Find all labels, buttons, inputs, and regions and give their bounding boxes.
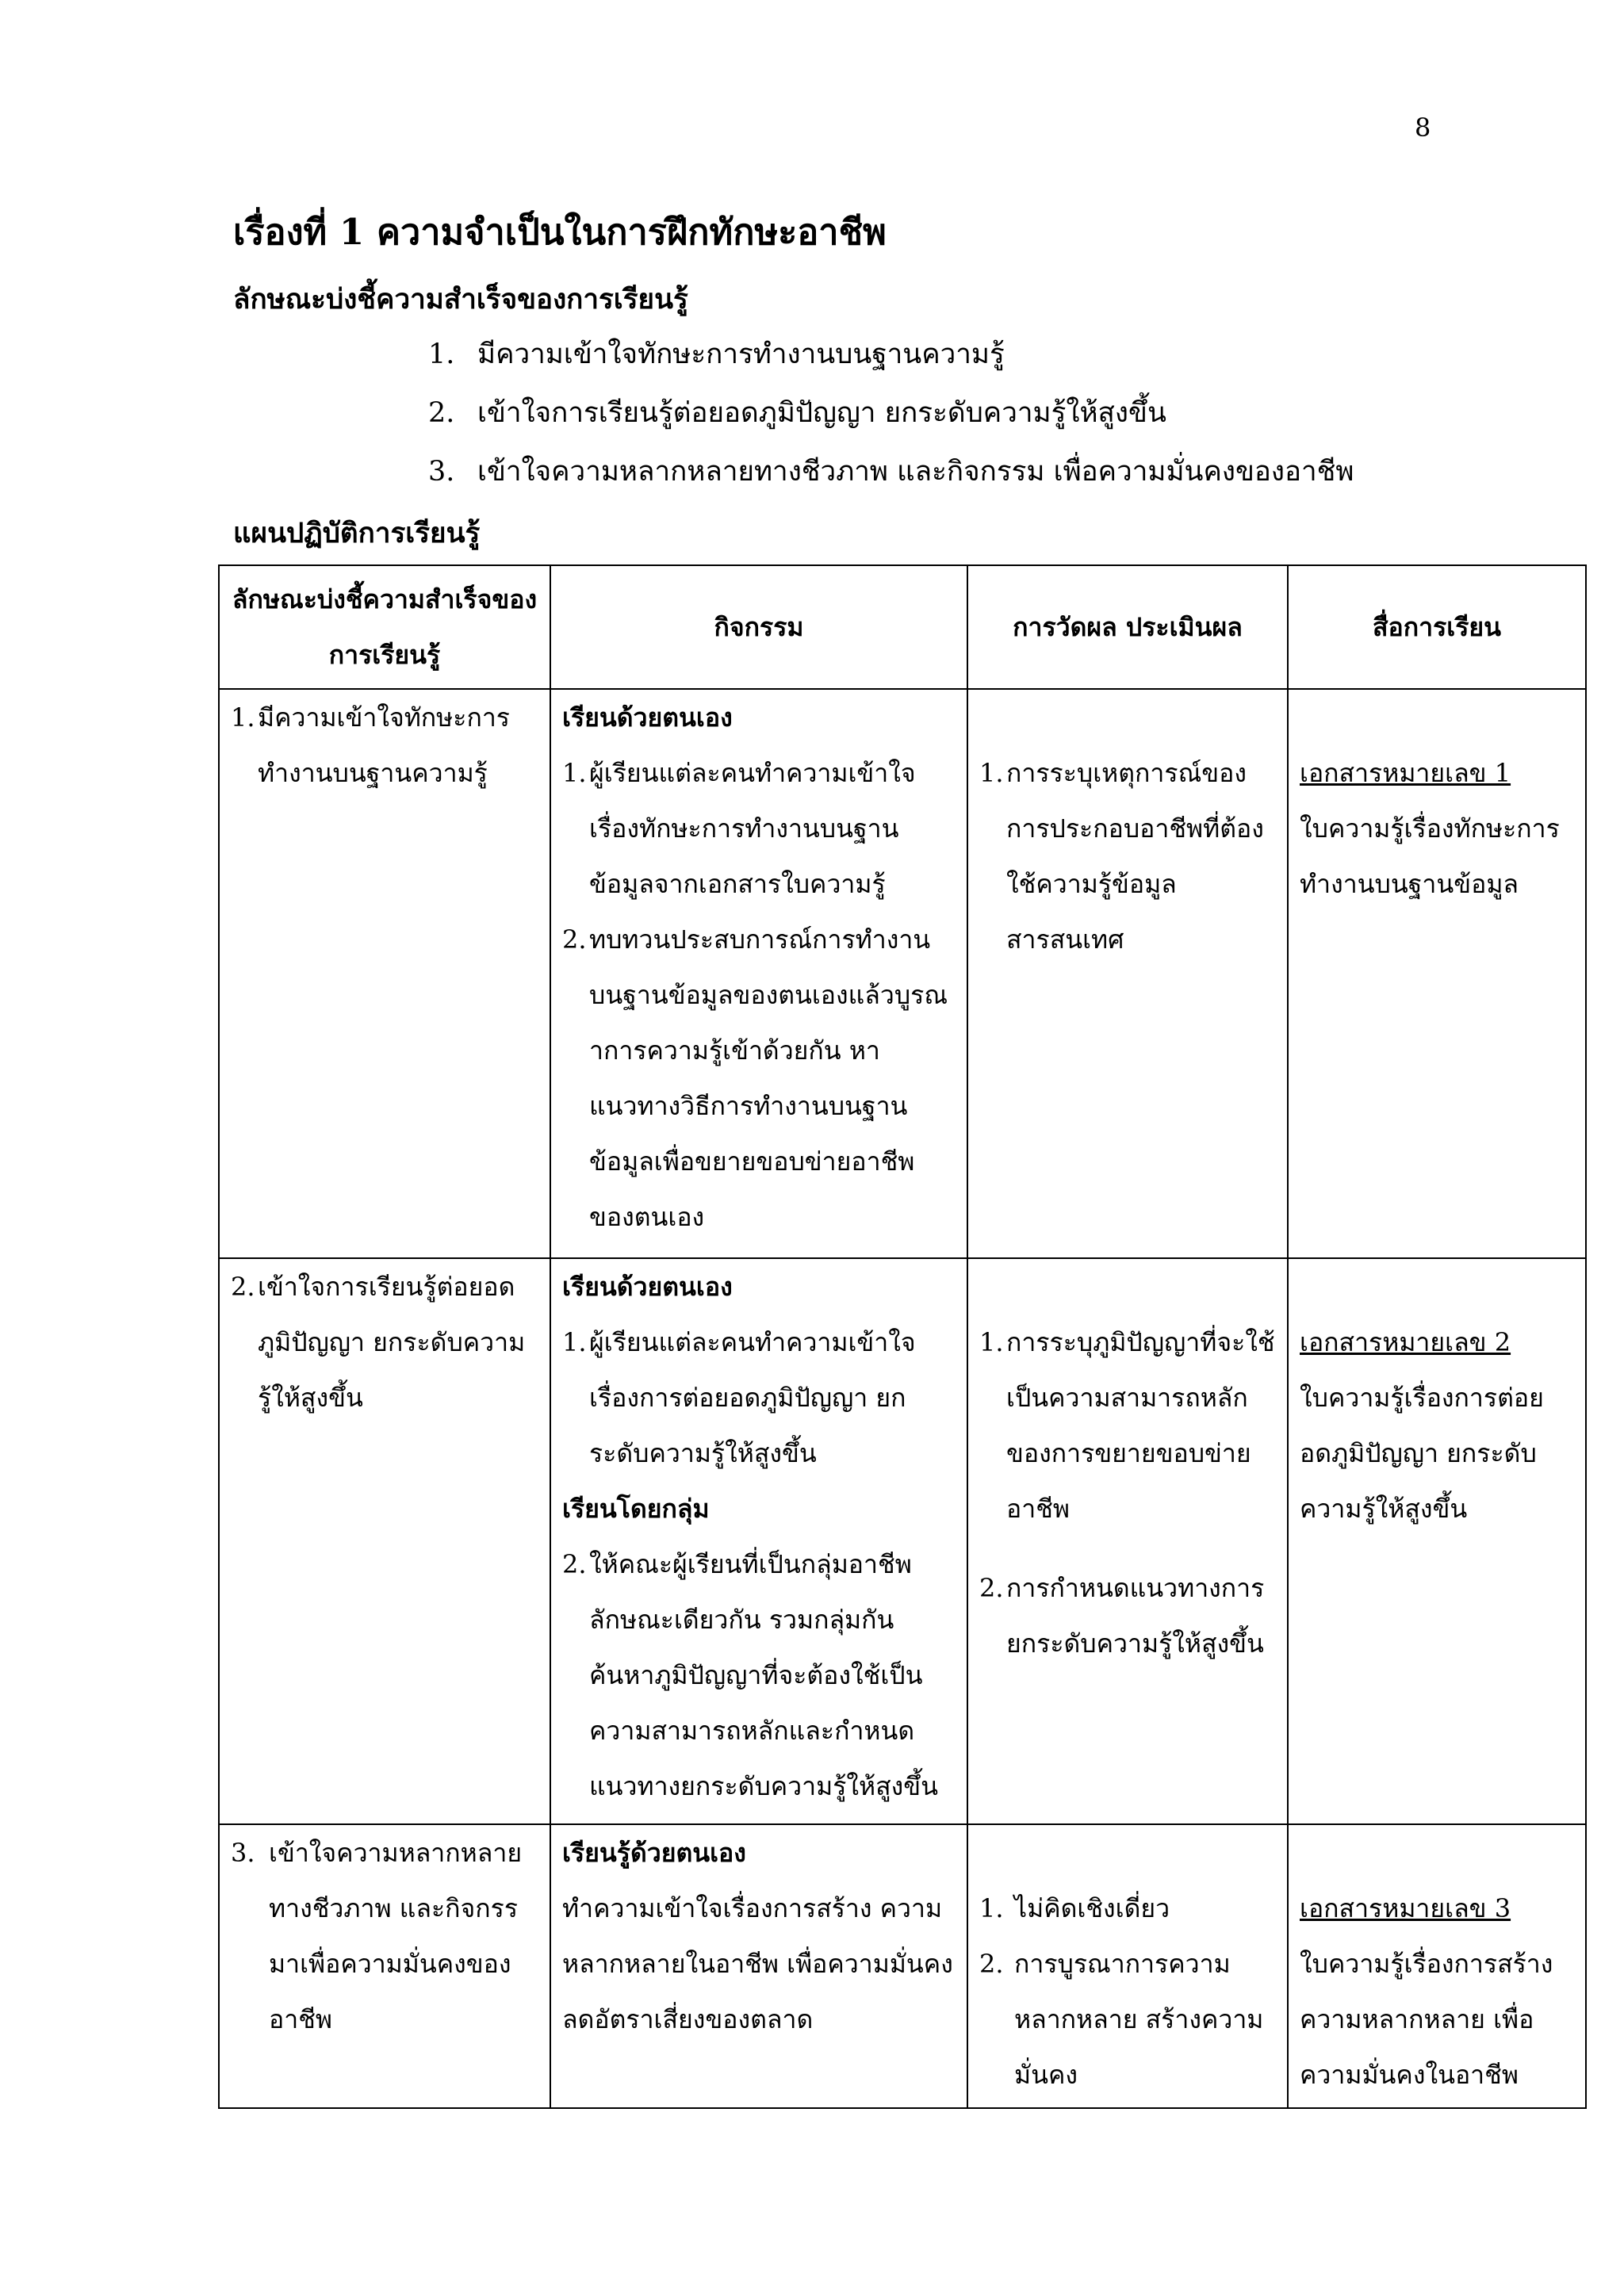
activity-text: ผู้เรียนแต่ละคนทำความเข้าใจเรื่องทักษะการทำงานบนฐานข้อมูลจากเอกสารใบความรู้: [589, 758, 916, 899]
media-cell: [1288, 1258, 1586, 1824]
objective-number: 3.: [428, 456, 455, 488]
activity-number: 1.: [562, 758, 587, 788]
table-row: [219, 689, 1586, 1258]
table-row: [219, 1824, 1586, 2108]
indicator-number: 3.: [231, 1838, 255, 1868]
activities-cell: [550, 689, 967, 1258]
media-description: ใบความรู้เรื่องการต่อยอดภูมิปัญญา ยกระดับความรู้ให้สูงขึ้น: [1300, 1383, 1544, 1524]
learning-plan-table: [218, 564, 1587, 2109]
plan-heading: แผนปฏิบัติการเรียนรู้: [233, 517, 481, 549]
evaluation-text: การกำหนดแนวทางการยกระดับความรู้ให้สูงขึ้น: [1006, 1573, 1265, 1659]
evaluation-number: 1.: [979, 758, 1004, 788]
objective-item: [428, 392, 1354, 450]
indicator-text: มีความเข้าใจทักษะการทำงานบนฐานความรู้: [258, 702, 510, 788]
objective-item: [428, 450, 1354, 509]
table-row: [219, 1258, 1586, 1824]
activity-number: 2.: [562, 1549, 587, 1579]
evaluation-number: 1.: [979, 1893, 1004, 1923]
objective-number: 2.: [428, 397, 455, 429]
activity-text: ผู้เรียนแต่ละคนทำความเข้าใจเรื่องการต่อยอดภูมิปัญญา ยกระดับความรู้ให้สูงขึ้น: [589, 1327, 916, 1468]
evaluation-cell: [967, 1824, 1288, 2108]
indicator-cell: [219, 1258, 550, 1824]
indicator-number: 1.: [231, 702, 255, 733]
indicator-number: 2.: [231, 1272, 255, 1302]
indicator-text: เข้าใจการเรียนรู้ต่อยอดภูมิปัญญา ยกระดับความรู้ให้สูงขึ้น: [258, 1272, 526, 1413]
activity-text: ให้คณะผู้เรียนที่เป็นกลุ่มอาชีพลักษณะเดียวกัน รวมกลุ่มกันค้นหาภูมิปัญญาที่จะต้องใช้เป็นความสามารถหลักและกำหนดแนวทางยกระดับความรู้ให้สูงขึ้น: [589, 1549, 938, 1801]
evaluation-number: 2.: [979, 1573, 1004, 1603]
activity-heading: เรียนโดยกลุ่ม: [562, 1494, 710, 1524]
header-media: สื่อการเรียน: [1288, 565, 1586, 689]
evaluation-text: การบูรณาการความหลากหลาย สร้างความมั่นคง: [1014, 1949, 1264, 2090]
activity-heading: เรียนด้วยตนเอง: [562, 1272, 733, 1302]
activity-number: 2.: [562, 924, 587, 955]
document-reference: เอกสารหมายเลข 1: [1300, 758, 1511, 788]
evaluation-text: การระบุเหตุการณ์ของการประกอบอาชีพที่ต้องใช้ความรู้ข้อมูลสารสนเทศ: [1006, 758, 1264, 955]
document-reference: เอกสารหมายเลข 2: [1300, 1327, 1511, 1357]
indicator-cell: [219, 689, 550, 1258]
page-title: เรื่องที่ 1 ความจำเป็นในการฝึกทักษะอาชีพ: [233, 211, 887, 253]
document-reference: เอกสารหมายเลข 3: [1300, 1893, 1511, 1923]
activities-cell: [550, 1824, 967, 2108]
activity-number: 1.: [562, 1327, 587, 1357]
activities-cell: [550, 1258, 967, 1824]
media-cell: [1288, 1824, 1586, 2108]
header-indicator: ลักษณะบ่งชี้ความสำเร็จของการเรียนรู้: [219, 565, 550, 689]
evaluation-text: การระบุภูมิปัญญาที่จะใช้เป็นความสามารถหลักของการขยายขอบข่ายอาชีพ: [1006, 1327, 1275, 1524]
indicator-cell: [219, 1824, 550, 2108]
objective-number: 1.: [428, 339, 455, 370]
activity-heading: เรียนรู้ด้วยตนเอง: [562, 1838, 746, 1868]
activity-text: ทบทวนประสบการณ์การทำงานบนฐานข้อมูลของตนเองแล้วบูรณาการความรู้เข้าด้วยกัน หาแนวทางวิธีการทำงานบนฐานข้อมูลเพื่อขยายขอบข่ายอาชีพของตนเอง: [589, 924, 948, 1232]
evaluation-number: 2.: [979, 1949, 1004, 1979]
indicator-text: เข้าใจความหลากหลายทางชีวภาพ และกิจกรรมาเพื่อความมั่นคงของอาชีพ: [269, 1838, 523, 2034]
objective-text: เข้าใจความหลากหลายทางชีวภาพ และกิจกรรม เพื่อความมั่นคงของอาชีพ: [477, 456, 1354, 488]
header-evaluation: การวัดผล ประเมินผล: [967, 565, 1288, 689]
evaluation-cell: [967, 689, 1288, 1258]
media-description: ใบความรู้เรื่องการสร้างความหลากหลาย เพื่อความมั่นคงในอาชีพ: [1300, 1949, 1553, 2090]
evaluation-number: 1.: [979, 1327, 1004, 1357]
evaluation-cell: [967, 1258, 1288, 1824]
media-cell: [1288, 689, 1586, 1258]
objective-item: [428, 333, 1354, 392]
objective-text: มีความเข้าใจทักษะการทำงานบนฐานความรู้: [477, 339, 1005, 370]
objective-text: เข้าใจการเรียนรู้ต่อยอดภูมิปัญญา ยกระดับความรู้ให้สูงขึ้น: [477, 397, 1166, 429]
media-description: ใบความรู้เรื่องทักษะการทำงานบนฐานข้อมูล: [1300, 813, 1560, 899]
page-number: 8: [1415, 113, 1431, 143]
table-header-row: [219, 565, 1586, 689]
activity-heading: เรียนด้วยตนเอง: [562, 702, 733, 733]
evaluation-text: ไม่คิดเชิงเดี่ยว: [1014, 1893, 1170, 1923]
activity-text: ทำความเข้าใจเรื่องการสร้าง ความหลากหลายในอาชีพ เพื่อความมั่นคง ลดอัตราเสี่ยงของตลาด: [562, 1893, 953, 2034]
indicators-heading: ลักษณะบ่งชี้ความสำเร็จของการเรียนรู้: [233, 283, 688, 316]
objectives-list: [428, 333, 1354, 509]
header-activities: กิจกรรม: [550, 565, 967, 689]
